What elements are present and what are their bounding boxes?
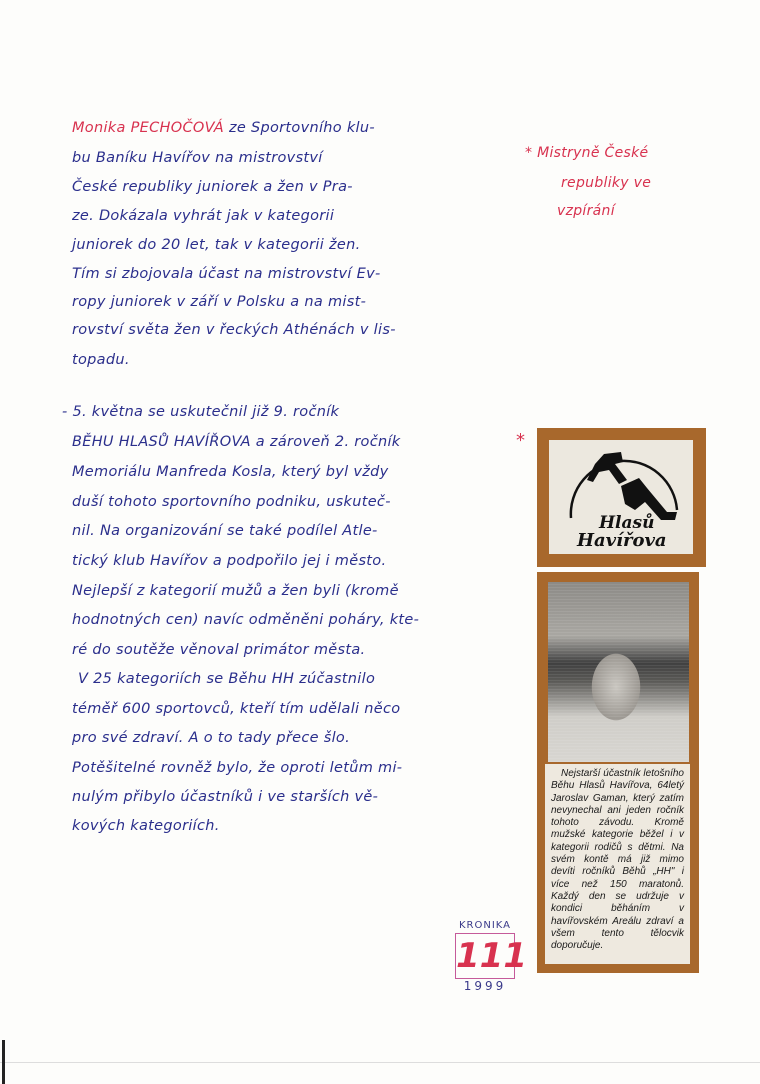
photo-caption: Nejstarší účastník letošního Běhu Hlasů Havířova, 64letý Jaroslav Gaman, který zatím nevynechal ani jeden ročník tohoto závodu. Kromě mužské kategorie běžel i v kategorii rodičů s dětmi. Na svém kontě má již mimo devíti ročníků Běhů „HH" i více než 150 maratonů. Každý den se udržuje v kondici běháním v havířovském Areálu zdraví a všem tento tělocvik doporučuje. (545, 764, 690, 964)
text-line: rovství světa žen v řeckých Athénách v lis- (72, 322, 396, 338)
runner-logo-icon (549, 440, 693, 554)
text-line: ze Sportovního klu- (224, 120, 375, 136)
text-line: Potěšitelné rovněž bylo, že oproti letům mi- (72, 760, 403, 776)
text-line: ze. Dokázala vyhrát jak v kategorii (72, 208, 335, 224)
text-line: tický klub Havířov a podpořilo jej i město. (72, 553, 387, 569)
race-logo-clipping (537, 428, 706, 567)
text-line: duší tohoto sportovního podniku, uskuteč- (72, 494, 391, 510)
page-number: 111 (455, 933, 515, 979)
text-line: V 25 kategoriích se Běhu HH zúčastnilo (78, 671, 376, 687)
text-line: ré do soutěže věnoval primátor města. (72, 642, 366, 658)
note-line: vzpírání (557, 203, 615, 219)
photo-clipping (537, 572, 699, 973)
text-line: nil. Na organizování se také podílel Atle- (72, 523, 378, 539)
text-line: pro své zdraví. A o to tady přece šlo. (72, 730, 350, 746)
scan-edge-mark (2, 1040, 5, 1084)
athlete-name: Monika PECHOČOVÁ (72, 120, 225, 136)
stamp-year: 1999 (463, 979, 507, 993)
asterisk: * (525, 145, 533, 161)
text-line: BĚHU HLASŮ HAVÍŘOVA a zároveň 2. ročník (72, 434, 401, 450)
page-edge (0, 1062, 760, 1063)
text-line: kových kategoriích. (72, 818, 220, 834)
svg-text:Hlasů: Hlasů (599, 513, 655, 533)
runner-photo (548, 582, 689, 762)
note-line: republiky ve (561, 175, 652, 191)
text-line: Tím si zbojovala účast na mistrovství Ev- (72, 266, 381, 282)
text-line: České republiky juniorek a žen v Pra- (72, 179, 353, 195)
logo-asterisk: * (516, 430, 525, 451)
text-line: bu Baníku Havířov na mistrovství (72, 150, 323, 166)
note-line: Mistryně České (537, 145, 649, 161)
text-line: Memoriálu Manfreda Kosla, který byl vždy (72, 464, 389, 480)
text-line: topadu. (72, 352, 130, 368)
text-line: nulým přibylo účastníků i ve starších vě- (72, 789, 379, 805)
text-line: Nejlepší z kategorií mužů a žen byli (kromě (72, 583, 399, 599)
text-line: ropy juniorek v září v Polsku a na mist- (72, 294, 367, 310)
page-stamp (450, 920, 527, 993)
text-line: - 5. května se uskutečnil již 9. ročník (62, 404, 340, 420)
text-line: hodnotných cen) navíc odměněni poháry, kte- (72, 612, 420, 628)
svg-text:Havířova: Havířova (577, 530, 667, 551)
text-line: téměř 600 sportovců, kteří tím udělali něco (72, 701, 401, 717)
stamp-label: KRONIKA (458, 920, 512, 931)
text-line: juniorek do 20 let, tak v kategorii žen. (72, 237, 361, 253)
